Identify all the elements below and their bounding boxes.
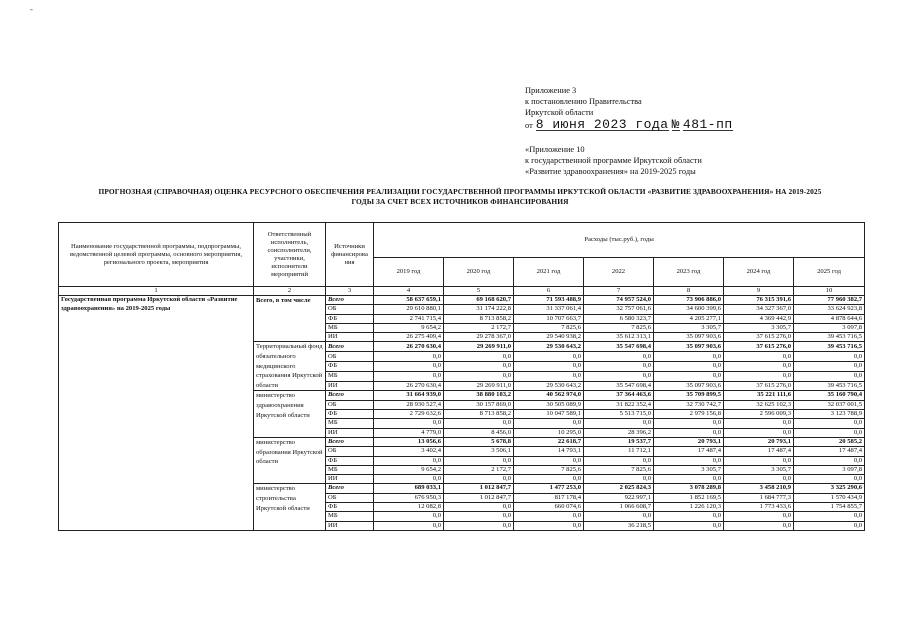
source-cell: ОБ — [326, 493, 374, 502]
value-cell: 0,0 — [724, 371, 794, 381]
column-index: 4 — [374, 287, 444, 296]
source-cell: МБ — [326, 512, 374, 521]
value-cell: 2 979 156,8 — [654, 410, 724, 419]
value-cell: 0,0 — [794, 428, 865, 437]
value-cell: 39 453 716,5 — [794, 333, 865, 342]
value-cell: 29 530 643,2 — [514, 342, 584, 352]
value-cell: 2 025 824,3 — [584, 484, 654, 493]
value-cell: 5 513 715,0 — [584, 410, 654, 419]
value-cell: 35 612 313,1 — [584, 333, 654, 342]
value-cell: 0,0 — [374, 475, 444, 484]
value-cell: 922 997,1 — [584, 493, 654, 502]
source-cell: ОБ — [326, 400, 374, 409]
header-year: 2023 год — [654, 258, 724, 287]
value-cell: 28 396,2 — [584, 428, 654, 437]
value-cell: 29 269 911,0 — [444, 342, 514, 352]
value-cell: 0,0 — [794, 475, 865, 484]
value-cell: 0,0 — [654, 428, 724, 437]
header-expenses: Расходы (тыс.руб.), годы — [374, 223, 865, 258]
decree-date-prefix: от — [525, 121, 533, 130]
document-title-line-2: ГОДЫ ЗА СЧЕТ ВСЕХ ИСТОЧНИКОВ ФИНАНСИРОВАНИЯ — [351, 197, 569, 206]
appendix-header — [525, 85, 855, 177]
value-cell: 31 664 939,0 — [374, 391, 444, 400]
value-cell: 20 793,1 — [654, 437, 724, 446]
document-title — [60, 187, 860, 207]
value-cell: 0,0 — [654, 512, 724, 521]
value-cell: 0,0 — [374, 371, 444, 381]
value-cell: 0,0 — [444, 503, 514, 512]
column-index: 1 — [59, 287, 254, 296]
value-cell: 0,0 — [444, 362, 514, 372]
value-cell: 31 822 352,4 — [584, 400, 654, 409]
value-cell: 35 097 903,6 — [654, 381, 724, 391]
value-cell: 0,0 — [514, 475, 584, 484]
value-cell: 1 066 608,7 — [584, 503, 654, 512]
value-cell: 30 157 869,0 — [444, 400, 514, 409]
source-cell: Всего — [326, 296, 374, 305]
value-cell: 58 637 659,1 — [374, 296, 444, 305]
decree-number: 481-пп — [682, 117, 733, 132]
source-cell: ФБ — [326, 456, 374, 465]
value-cell: 5 678,8 — [444, 437, 514, 446]
value-cell: 10 707 663,7 — [514, 314, 584, 323]
value-cell: 0,0 — [794, 371, 865, 381]
value-cell: 0,0 — [444, 419, 514, 428]
value-cell: 10 295,0 — [514, 428, 584, 437]
value-cell: 0,0 — [794, 512, 865, 521]
value-cell: 0,0 — [514, 521, 584, 530]
value-cell: 0,0 — [654, 475, 724, 484]
source-cell: МБ — [326, 371, 374, 381]
value-cell: 0,0 — [584, 352, 654, 362]
value-cell: 1 773 433,6 — [724, 503, 794, 512]
value-cell: 26 270 630,4 — [374, 381, 444, 391]
header-source: Источники финансирова ния — [326, 223, 374, 287]
source-cell: ФБ — [326, 314, 374, 323]
value-cell: 0,0 — [444, 475, 514, 484]
value-cell: 3 097,8 — [794, 323, 865, 332]
source-cell: ФБ — [326, 410, 374, 419]
column-index: 10 — [794, 287, 865, 296]
header-year: 2019 год — [374, 258, 444, 287]
value-cell: 4 878 644,6 — [794, 314, 865, 323]
header-year: 2021 год — [514, 258, 584, 287]
table-row — [59, 296, 865, 305]
value-cell: 1 684 777,3 — [724, 493, 794, 502]
value-cell: 0,0 — [514, 371, 584, 381]
value-cell: 2 729 632,6 — [374, 410, 444, 419]
value-cell: 0,0 — [724, 456, 794, 465]
value-cell: 37 615 276,0 — [724, 342, 794, 352]
program-appendix-name: «Развитие здравоохранения» на 2019-2025 годы — [525, 167, 696, 176]
value-cell: 19 537,7 — [584, 437, 654, 446]
value-cell: 0,0 — [654, 521, 724, 530]
value-cell: 39 453 716,5 — [794, 381, 865, 391]
source-cell: ОБ — [326, 305, 374, 314]
column-index: 6 — [514, 287, 584, 296]
corner-mark: - — [30, 4, 33, 14]
value-cell: 29 610 880,1 — [374, 305, 444, 314]
executor-cell: Территориальный фонд обязательного медицинского страхования Иркутской области — [254, 342, 326, 391]
source-cell: МБ — [326, 323, 374, 332]
value-cell: 12 082,8 — [374, 503, 444, 512]
value-cell: 35 709 899,5 — [654, 391, 724, 400]
value-cell: 35 097 903,6 — [654, 342, 724, 352]
value-cell: 39 453 716,5 — [794, 342, 865, 352]
value-cell: 32 625 102,3 — [724, 400, 794, 409]
column-index: 3 — [326, 287, 374, 296]
program-appendix-ref: к государственной программе Иркутской области — [525, 156, 702, 165]
value-cell: 660 074,6 — [514, 503, 584, 512]
value-cell: 73 906 886,0 — [654, 296, 724, 305]
value-cell: 26 270 630,4 — [374, 342, 444, 352]
value-cell: 34 600 399,6 — [654, 305, 724, 314]
value-cell: 35 160 790,4 — [794, 391, 865, 400]
program-appendix-number: «Приложение 10 — [525, 145, 585, 154]
value-cell: 37 615 276,0 — [724, 333, 794, 342]
source-cell: Всего — [326, 342, 374, 352]
value-cell: 1 754 855,7 — [794, 503, 865, 512]
source-cell: Всего — [326, 391, 374, 400]
value-cell: 0,0 — [514, 512, 584, 521]
value-cell: 0,0 — [584, 362, 654, 372]
value-cell: 0,0 — [654, 352, 724, 362]
value-cell: 3 506,1 — [444, 447, 514, 456]
source-cell: ОБ — [326, 352, 374, 362]
value-cell: 0,0 — [724, 419, 794, 428]
value-cell: 9 654,2 — [374, 323, 444, 332]
resource-table — [58, 222, 865, 531]
source-cell: ИИ — [326, 428, 374, 437]
value-cell: 0,0 — [794, 456, 865, 465]
header-name: Наименование государственной программы, подпрограммы, ведомственной целевой программы, основного мероприятия, регионального проекта, мероприятия — [59, 223, 254, 287]
value-cell: 0,0 — [724, 475, 794, 484]
value-cell: 817 178,4 — [514, 493, 584, 502]
value-cell: 6 580 323,7 — [584, 314, 654, 323]
table-body — [59, 296, 865, 531]
value-cell: 32 730 742,7 — [654, 400, 724, 409]
appendix-number: Приложение 3 — [525, 86, 577, 95]
source-cell: ИИ — [326, 333, 374, 342]
value-cell: 0,0 — [654, 456, 724, 465]
header-year: 2020 год — [444, 258, 514, 287]
value-cell: 0,0 — [514, 456, 584, 465]
value-cell: 1 477 253,0 — [514, 484, 584, 493]
column-index: 9 — [724, 287, 794, 296]
value-cell: 29 278 367,0 — [444, 333, 514, 342]
value-cell: 4 369 442,9 — [724, 314, 794, 323]
value-cell: 0,0 — [724, 512, 794, 521]
value-cell: 14 793,1 — [514, 447, 584, 456]
value-cell: 20 793,1 — [724, 437, 794, 446]
value-cell: 7 825,6 — [584, 323, 654, 332]
source-cell: Всего — [326, 484, 374, 493]
source-cell: ИИ — [326, 381, 374, 391]
value-cell: 22 618,7 — [514, 437, 584, 446]
value-cell: 26 275 409,4 — [374, 333, 444, 342]
executor-cell: министерство здравоохранения Иркутской области — [254, 391, 326, 437]
decree-date: 8 июня 2023 года — [535, 117, 669, 132]
value-cell: 0,0 — [584, 512, 654, 521]
value-cell: 3 123 788,9 — [794, 410, 865, 419]
value-cell: 4 205 277,1 — [654, 314, 724, 323]
value-cell: 35 547 698,4 — [584, 342, 654, 352]
value-cell: 31 337 061,4 — [514, 305, 584, 314]
value-cell: 0,0 — [374, 362, 444, 372]
program-name: Государственная программа Иркутской области «Развитие здравоохранения» на 2019-2025 годы — [59, 296, 254, 531]
value-cell: 0,0 — [794, 419, 865, 428]
value-cell: 0,0 — [584, 419, 654, 428]
executor-cell: министерство образования Иркутской области — [254, 437, 326, 483]
document-title-line-1: ПРОГНОЗНАЯ (СПРАВОЧНАЯ) ОЦЕНКА РЕСУРСНОГО ОБЕСПЕЧЕНИЯ РЕАЛИЗАЦИИ ГОСУДАРСТВЕННОЙ ПРОГРАММЫ ИРКУТСКОЙ ОБЛАСТИ «РАЗВИТИЕ ЗДРАВООХРАНЕНИЯ» НА 2019-2025 — [98, 187, 822, 196]
source-cell: ОБ — [326, 447, 374, 456]
value-cell: 0,0 — [654, 419, 724, 428]
value-cell: 0,0 — [514, 362, 584, 372]
value-cell: 35 097 903,6 — [654, 333, 724, 342]
header-year: 2025 год — [794, 258, 865, 287]
value-cell: 11 712,1 — [584, 447, 654, 456]
value-cell: 32 757 061,6 — [584, 305, 654, 314]
value-cell: 0,0 — [444, 456, 514, 465]
value-cell: 34 327 367,0 — [724, 305, 794, 314]
value-cell: 0,0 — [374, 419, 444, 428]
decree-date-line — [525, 119, 855, 131]
value-cell: 31 174 222,8 — [444, 305, 514, 314]
value-cell: 35 221 111,6 — [724, 391, 794, 400]
value-cell: 0,0 — [794, 362, 865, 372]
column-index: 8 — [654, 287, 724, 296]
value-cell: 7 825,6 — [514, 323, 584, 332]
source-cell: ФБ — [326, 362, 374, 372]
source-cell: ИИ — [326, 521, 374, 530]
value-cell: 2 741 715,4 — [374, 314, 444, 323]
value-cell: 29 269 911,0 — [444, 381, 514, 391]
value-cell: 36 218,5 — [584, 521, 654, 530]
value-cell: 17 487,4 — [794, 447, 865, 456]
value-cell: 0,0 — [794, 352, 865, 362]
value-cell: 8 713 858,2 — [444, 314, 514, 323]
value-cell: 3 458 210,9 — [724, 484, 794, 493]
value-cell: 3 305,7 — [654, 323, 724, 332]
source-cell: Всего — [326, 437, 374, 446]
value-cell: 1 852 169,5 — [654, 493, 724, 502]
executor-cell: министерство строительства Иркутской области — [254, 484, 326, 530]
value-cell: 17 487,4 — [654, 447, 724, 456]
value-cell: 10 047 589,1 — [514, 410, 584, 419]
value-cell: 2 596 009,3 — [724, 410, 794, 419]
value-cell: 13 056,6 — [374, 437, 444, 446]
value-cell: 676 950,3 — [374, 493, 444, 502]
value-cell: 0,0 — [724, 352, 794, 362]
value-cell: 71 593 488,9 — [514, 296, 584, 305]
value-cell: 76 315 391,6 — [724, 296, 794, 305]
value-cell: 0,0 — [654, 371, 724, 381]
value-cell: 77 960 382,7 — [794, 296, 865, 305]
value-cell: 7 825,6 — [584, 465, 654, 474]
source-cell: ФБ — [326, 503, 374, 512]
value-cell: 37 615 276,0 — [724, 381, 794, 391]
value-cell: 33 624 923,8 — [794, 305, 865, 314]
value-cell: 0,0 — [444, 352, 514, 362]
value-cell: 0,0 — [584, 371, 654, 381]
value-cell: 0,0 — [724, 521, 794, 530]
appendix-decree: к постановлению Правительства — [525, 97, 642, 106]
value-cell: 0,0 — [584, 456, 654, 465]
header-year: 2022 — [584, 258, 654, 287]
value-cell: 38 880 183,2 — [444, 391, 514, 400]
appendix-region: Иркутской области — [525, 108, 594, 117]
value-cell: 0,0 — [444, 521, 514, 530]
value-cell: 3 305,7 — [724, 465, 794, 474]
value-cell: 32 037 001,5 — [794, 400, 865, 409]
value-cell: 17 487,4 — [724, 447, 794, 456]
value-cell: 0,0 — [514, 352, 584, 362]
column-index: 7 — [584, 287, 654, 296]
value-cell: 37 364 463,6 — [584, 391, 654, 400]
value-cell: 2 172,7 — [444, 465, 514, 474]
value-cell: 3 325 290,6 — [794, 484, 865, 493]
source-cell: МБ — [326, 465, 374, 474]
value-cell: 1 012 847,7 — [444, 493, 514, 502]
value-cell: 689 033,1 — [374, 484, 444, 493]
header-index-row — [59, 287, 865, 296]
value-cell: 1 226 120,3 — [654, 503, 724, 512]
value-cell: 0,0 — [514, 419, 584, 428]
value-cell: 3 305,7 — [654, 465, 724, 474]
value-cell: 0,0 — [654, 362, 724, 372]
value-cell: 1 570 434,9 — [794, 493, 865, 502]
column-index: 2 — [254, 287, 326, 296]
value-cell: 0,0 — [584, 475, 654, 484]
value-cell: 7 825,6 — [514, 465, 584, 474]
value-cell: 28 930 527,4 — [374, 400, 444, 409]
value-cell: 3 097,8 — [794, 465, 865, 474]
value-cell: 0,0 — [794, 521, 865, 530]
decree-number-label: № — [671, 117, 680, 132]
header-executor: Ответственный исполнитель, соисполнители, участники, исполнители мероприятий — [254, 223, 326, 287]
value-cell: 0,0 — [374, 512, 444, 521]
value-cell: 4 779,0 — [374, 428, 444, 437]
value-cell: 8 456,0 — [444, 428, 514, 437]
executor-cell: Всего, в том числе — [254, 296, 326, 342]
value-cell: 9 654,2 — [374, 465, 444, 474]
value-cell: 0,0 — [724, 428, 794, 437]
value-cell: 74 957 524,0 — [584, 296, 654, 305]
value-cell: 20 585,2 — [794, 437, 865, 446]
value-cell: 0,0 — [724, 362, 794, 372]
value-cell: 0,0 — [374, 352, 444, 362]
source-cell: МБ — [326, 419, 374, 428]
value-cell: 0,0 — [444, 371, 514, 381]
value-cell: 29 540 938,2 — [514, 333, 584, 342]
value-cell: 0,0 — [374, 456, 444, 465]
source-cell: ИИ — [326, 475, 374, 484]
value-cell: 35 547 698,4 — [584, 381, 654, 391]
value-cell: 2 172,7 — [444, 323, 514, 332]
column-index: 5 — [444, 287, 514, 296]
value-cell: 30 505 089,9 — [514, 400, 584, 409]
value-cell: 40 562 974,0 — [514, 391, 584, 400]
value-cell: 0,0 — [374, 521, 444, 530]
value-cell: 69 168 620,7 — [444, 296, 514, 305]
value-cell: 3 305,7 — [724, 323, 794, 332]
value-cell: 0,0 — [444, 512, 514, 521]
value-cell: 8 713 858,2 — [444, 410, 514, 419]
value-cell: 29 530 643,2 — [514, 381, 584, 391]
header-year: 2024 год — [724, 258, 794, 287]
value-cell: 3 078 289,8 — [654, 484, 724, 493]
value-cell: 1 012 847,7 — [444, 484, 514, 493]
value-cell: 3 402,4 — [374, 447, 444, 456]
